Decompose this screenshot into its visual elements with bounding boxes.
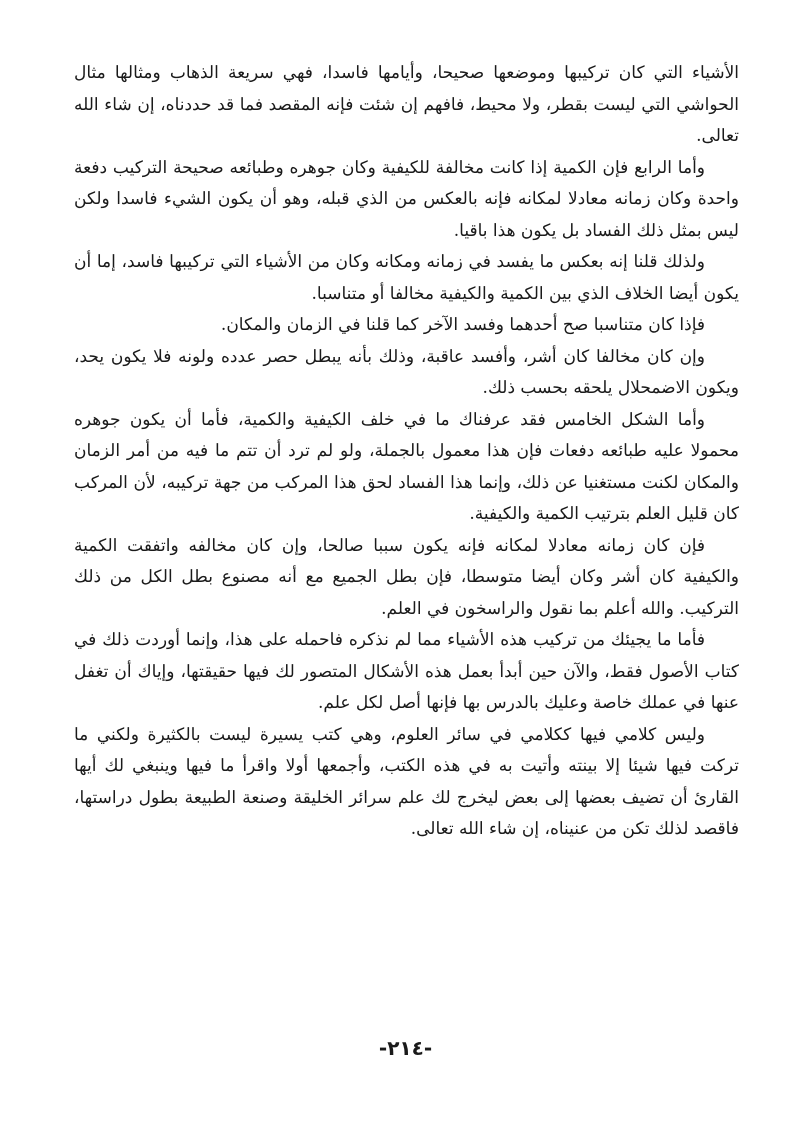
paragraph-fifth-shape: وأما الشكل الخامس فقد عرفناك ما في خلف الكيفية والكمية، فأما أن يكون جوهره محمولا عليه طبائعه دفعات فإن هذا معمول بالجملة، ولو لم ترد أن تتم ما فيه من أمر الزمان والمكان لكنت مستغنيا عن ذلك، وإنما هذا الفساد لحق هذا المركب من جهة تركيبه، لأن المركب كان قليل العلم بترتيب الكمية والكيفية. (74, 409, 739, 524)
paragraph-time-place-balance: فإن كان زمانه معادلا لمكانه فإنه يكون سببا صالحا، وإن كان مخالفه واتفقت الكمية والكيفية كان أشر وكان أيضا متوسطا، فإن بطل الجميع مع أنه مصنوع بطل الكل من ذلك التركيب. والله أعلم بما نقول والراسخون في العلم. (74, 535, 739, 619)
paragraph-reverse-corruption: ولذلك قلنا إنه بعكس ما يفسد في زمانه ومكانه وكان من الأشياء التي تركيبها فاسد، إما أن يكون أيضا الخلاف الذي بين الكمية والكيفية مخالفا أو متناسبا. (74, 252, 739, 304)
paragraph-contrary: وإن كان مخالفا كان أشر، وأفسد عاقبة، وذلك بأنه يبطل حصر عدده ولونه فلا يكون يحد، ويكون الاضمحلال يلحقه بحسب ذلك. (74, 346, 739, 398)
body-text (74, 58, 739, 846)
paragraph-closing: وليس كلامي فيها ككلامي في سائر العلوم، وهي كتب يسيرة ليست بالكثيرة ولكني ما تركت فيها شيئا إلا بينته وأتيت به في هذه الكتب، وأجمعها أولا واقرأ ما فيها وينبغي لك أيها القارئ أن تضيف بعضها إلى بعض ليخرج لك علم سرائر الخليقة وصنعة الطبيعة بطول دراستها، فاقصد لذلك تكن من عنيناه، إن شاء الله تعالى. (74, 724, 739, 839)
paragraph-proportional: فإذا كان متناسبا صح أحدهما وفسد الآخر كما قلنا في الزمان والمكان. (220, 315, 705, 335)
paragraph-other-compositions: فأما ما يجيئك من تركيب هذه الأشياء مما لم نذكره فاحمله على هذا، وإنما أوردت ذلك في كتاب الأصول فقط، والآن حين أبدأ بعمل هذه الأشكال المتصور لك فيها حقيقتها، وإياك أن تغفل عنها في عملك خاصة وعليك بالدرس بها فإنها أصل لكل علم. (74, 630, 739, 713)
paragraph-continuation: الأشياء التي كان تركيبها وموضعها صحيحا، وأيامها فاسدا، فهي سريعة الذهاب ومثالها مثال الحواشي التي ليست بقطر، ولا محيط، فافهم إن شئت فإنه المقصد فما قد حددناه، إن شاء الله تعالى. (74, 63, 739, 146)
page-number: -٢١٤- (378, 1036, 433, 1060)
paragraph-fourth-shape: وأما الرابع فإن الكمية إذا كانت مخالفة للكيفية وكان جوهره وطبائعه صحيحة التركيب دفعة واحدة وكان زمانه معادلا لمكانه فإنه بالعكس من الذي قبله، وهو أن يكون الشيء فاسدا ولكن ليس بمثل ذلك الفساد بل يكون هذا باقيا. (74, 157, 739, 241)
